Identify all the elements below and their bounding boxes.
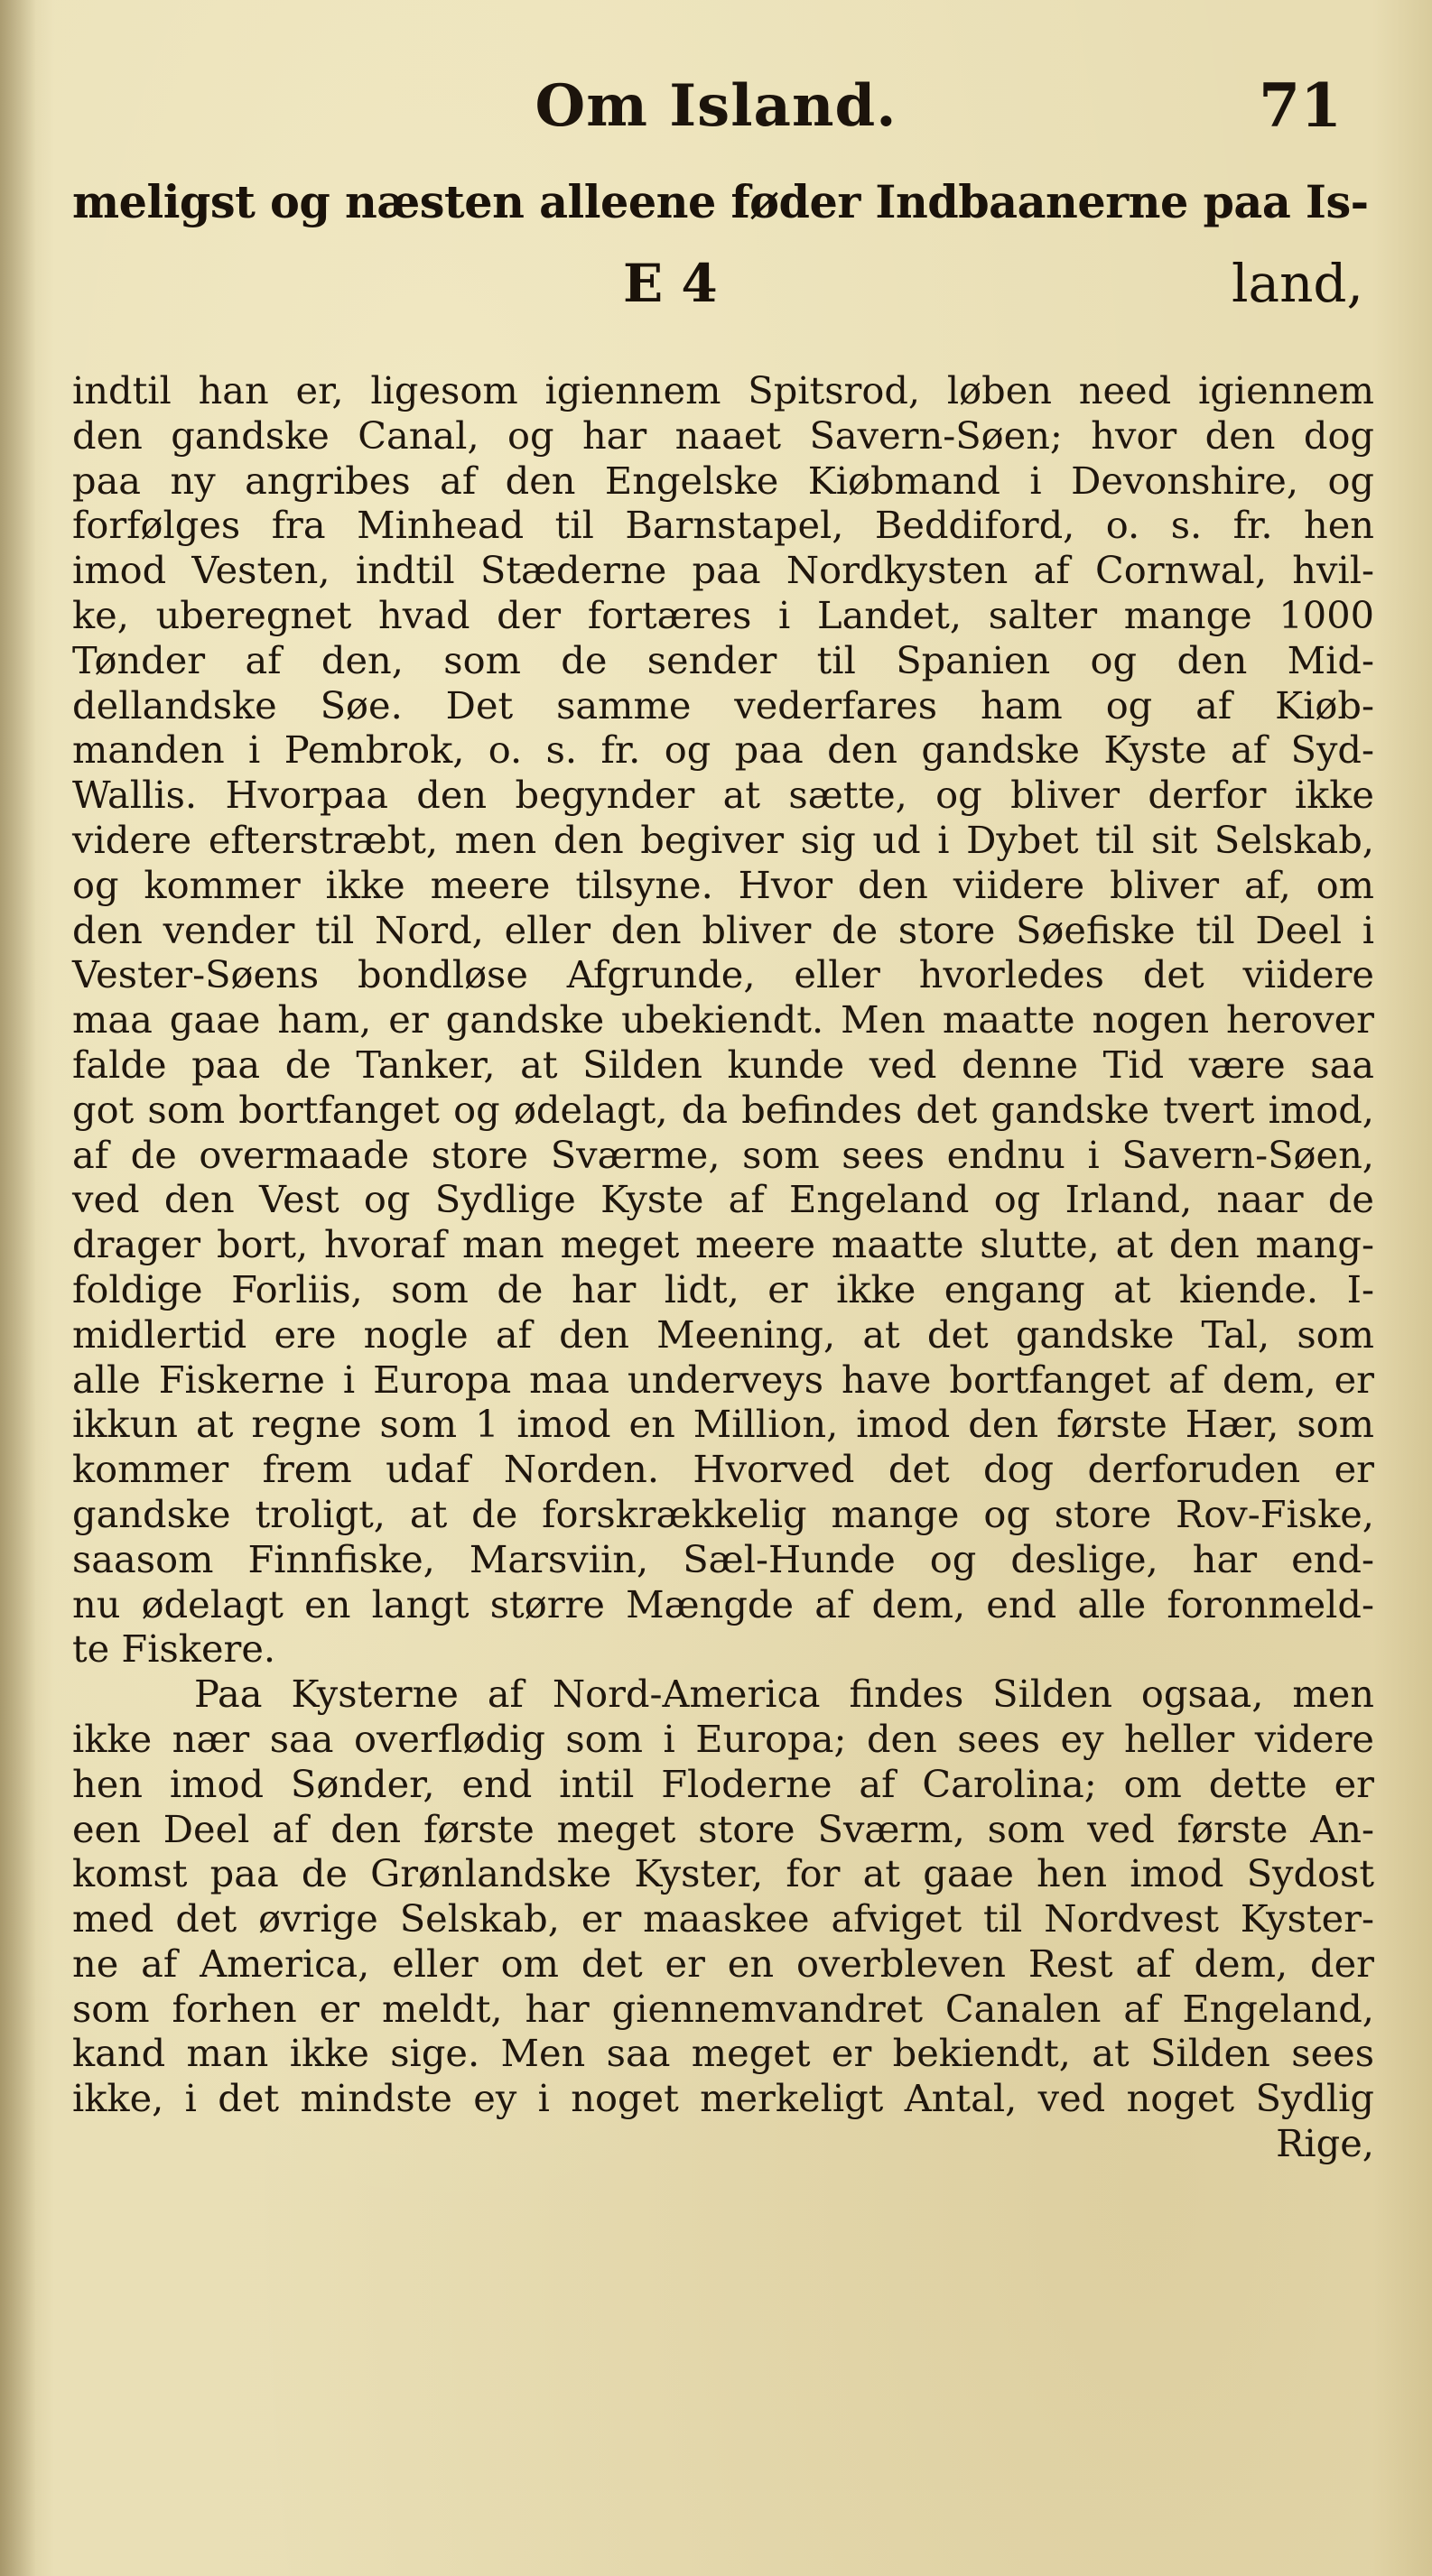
text-line: ikke nær saa overflødig som i Europa; den sees ey heller videre	[72, 1716, 1374, 1761]
text-line: den vender til Nord, eller den bliver de store Søefiske til Deel i	[72, 907, 1374, 952]
text-line: drager bort, hvoraf man meget meere maatte slutte, at den mang-	[72, 1222, 1374, 1267]
gutter-shadow	[0, 0, 36, 2576]
text-line: indtil han er, ligesom igiennem Spitsrod, løben need igiennem	[72, 368, 1374, 412]
text-line: forfølges fra Minhead til Barnstapel, Beddiford, o. s. fr. hen	[72, 503, 1374, 548]
text-line: af de overmaade store Sværme, som sees endnu i Savern-Søen,	[72, 1132, 1374, 1177]
text-line: Vester-Søens bondløse Afgrunde, eller hvorledes det viidere	[72, 952, 1374, 997]
text-line: videre efterstræbt, men den begiver sig ud i Dybet til sit Selskab,	[72, 817, 1374, 862]
text-line: nu ødelagt en langt større Mængde af dem, end alle foronmeld-	[72, 1581, 1374, 1626]
text-line: den gandske Canal, og har naaet Savern-Søen; hvor den dog	[72, 412, 1374, 458]
body-text	[72, 368, 1374, 2166]
text-line: manden i Pembrok, o. s. fr. og paa den gandske Kyste af Syd-	[72, 727, 1374, 773]
text-line: maa gaae ham, er gandske ubekiendt. Men maatte nogen herover	[72, 997, 1374, 1042]
text-line-paragraph-end: te Fiskere.	[72, 1626, 276, 1672]
catchword-top: land,	[1231, 253, 1363, 314]
text-line: med det øvrige Selskab, er maaskee afviget til Nordvest Kyster-	[72, 1896, 1374, 1941]
text-line: Wallis. Hvorpaa den begynder at sætte, og bliver derfor ikke	[72, 773, 1374, 818]
text-line: gandske troligt, at de forskrækkelig mange og store Rov-Fiske,	[72, 1491, 1374, 1536]
text-line: foldige Forliis, som de har lidt, er ikke engang at kiende. I-	[72, 1266, 1374, 1311]
text-line: got som bortfanget og ødelagt, da befindes det gandske tvert imod,	[72, 1087, 1374, 1132]
text-line: midlertid ere nogle af den Meening, at det gandske Tal, som	[72, 1311, 1374, 1357]
running-head	[0, 63, 1432, 153]
text-line: Tønder af den, som de sender til Spanien og den Mid-	[72, 637, 1374, 682]
text-line: alle Fiskerne i Europa maa underveys have bortfanget af dem, er	[72, 1357, 1374, 1402]
text-line: dellandske Søe. Det samme vederfares ham og af Kiøb-	[72, 682, 1374, 727]
page-title: Om Island.	[535, 72, 897, 140]
page-number: 71	[1259, 70, 1342, 141]
carry-over-line: meligst og næsten alleene føder Indbaanerne paa Is-	[72, 176, 1369, 228]
signature-row	[72, 253, 1372, 325]
text-line: ved den Vest og Sydlige Kyste af Engeland og Irland, naar de	[72, 1177, 1374, 1222]
text-line: ikke, i det mindste ey i noget merkeligt Antal, ved noget Sydlig	[72, 2076, 1374, 2121]
text-line: og kommer ikke meere tilsyne. Hvor den viidere bliver af, om	[72, 862, 1374, 907]
text-line: kommer frem udaf Norden. Hvorved det dog derforuden er	[72, 1447, 1374, 1492]
text-line: ke, uberegnet hvad der fortæres i Landet, salter mange 1000	[72, 592, 1374, 637]
text-line: hen imod Sønder, end intil Floderne af Carolina; om dette er	[72, 1761, 1374, 1806]
text-line: saasom Finnfiske, Marsviin, Sæl-Hunde og deslige, har end-	[72, 1536, 1374, 1581]
catchword-bottom: Rige,	[1276, 2121, 1374, 2166]
text-line: imod Vesten, indtil Stæderne paa Nordkysten af Cornwal, hvil-	[72, 548, 1374, 593]
text-line: paa ny angribes af den Engelske Kiøbmand i Devonshire, og	[72, 458, 1374, 503]
text-line-paragraph-start: Paa Kysterne af Nord-America findes Silden ogsaa, men	[194, 1672, 1374, 1717]
text-line: ne af America, eller om det er en overbleven Rest af dem, der	[72, 1941, 1374, 1986]
text-line: een Deel af den første meget store Sværm, som ved første An-	[72, 1806, 1374, 1851]
text-line: kand man ikke sige. Men saa meget er bekiendt, at Silden sees	[72, 2031, 1374, 2076]
text-line: falde paa de Tanker, at Silden kunde ved denne Tid være saa	[72, 1042, 1374, 1087]
signature-mark: E 4	[623, 253, 718, 314]
text-line: ikkun at regne som 1 imod en Million, imod den første Hær, som	[72, 1402, 1374, 1447]
text-line: som forhen er meldt, har giennemvandret Canalen af Engeland,	[72, 1986, 1374, 2031]
text-line: komst paa de Grønlandske Kyster, for at gaae hen imod Sydost	[72, 1851, 1374, 1896]
